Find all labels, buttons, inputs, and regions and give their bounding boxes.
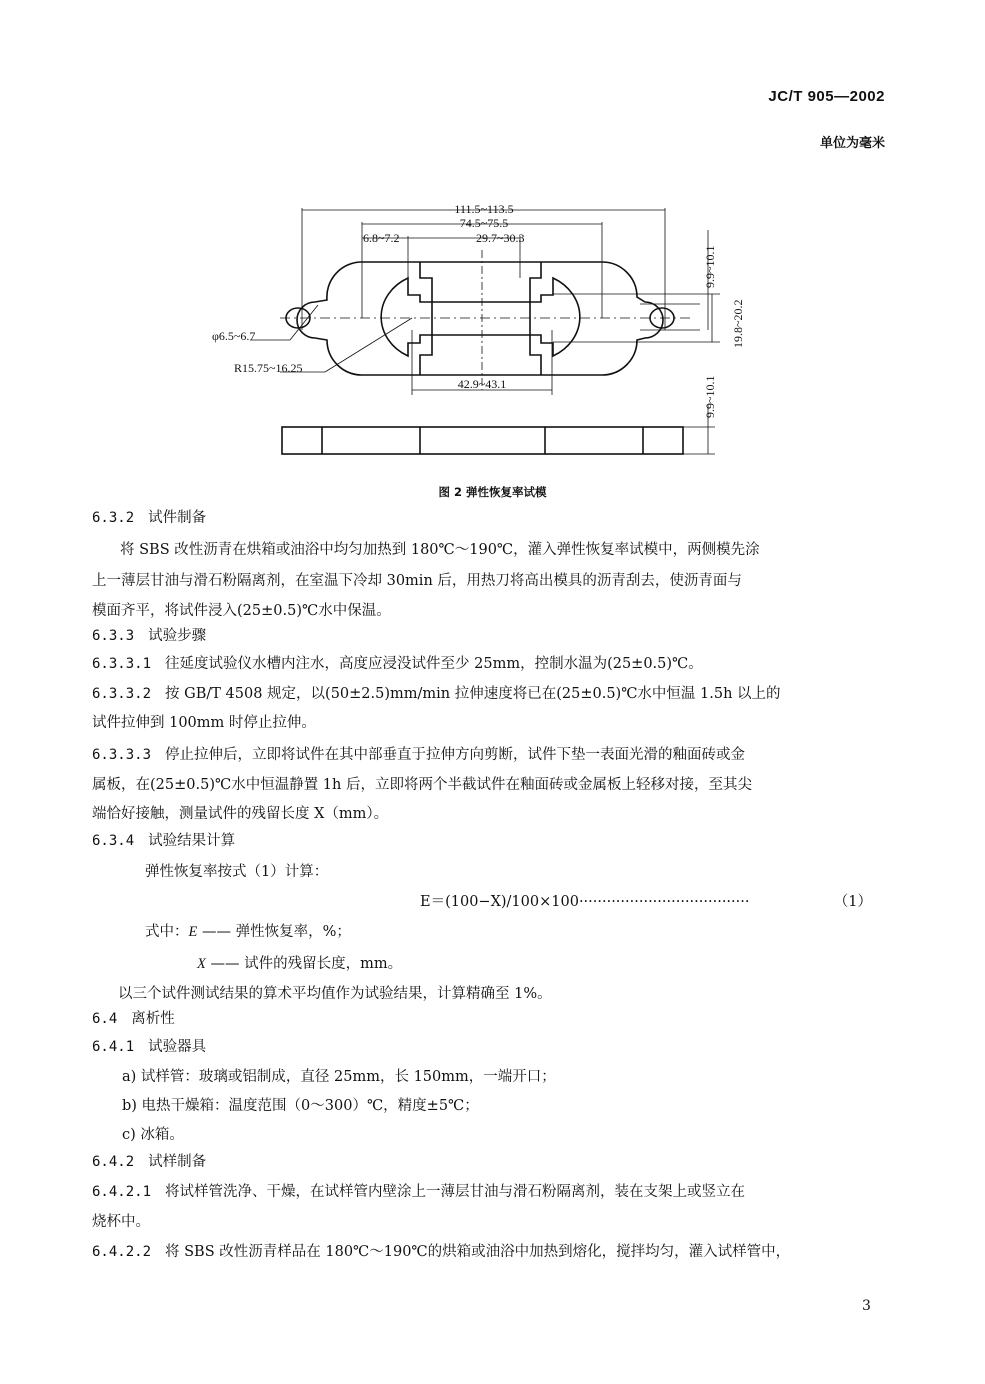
header-standard-code: JC/T 905—2002 bbox=[768, 88, 885, 105]
paragraph-line: 模面齐平，将试件浸入(25±0.5)℃水中保温。 bbox=[92, 603, 391, 619]
lower-block bbox=[420, 335, 541, 375]
dim-right-gap-height: 19.8~20.2 bbox=[731, 299, 745, 348]
dim-overall-length: 111.5~113.5 bbox=[454, 202, 514, 216]
clause-line: 6.3.3.2 按 GB/T 4508 规定，以(50±2.5)mm/min 拉伸速度将已在(25±0.5)℃水中恒温 1.5h 以上的 bbox=[92, 686, 781, 702]
cavity-right bbox=[530, 278, 580, 356]
dim-radius: R15.75~16.25 bbox=[234, 361, 303, 375]
section-heading: 6.4.2 试样制备 bbox=[92, 1154, 207, 1170]
clause-line: 6.3.3.3 停止拉伸后，立即将试件在其中部垂直于拉伸方向剪断，试件下垫一表面光滑的釉面砖或金 bbox=[92, 747, 746, 763]
formula-1: E＝(100−X)/100×100····································· bbox=[420, 894, 750, 910]
list-item: a) 试样管：玻璃或铝制成，直径 25mm，长 150mm，一端开口； bbox=[122, 1069, 556, 1085]
formula-var-e: 式中：E —— 弹性恢复率，%； bbox=[145, 924, 351, 940]
clause-line: 6.4.2.1 将试样管洗净、干燥，在试样管内壁涂上一薄层甘油与滑石粉隔离剂，装在支架上或竖立在 bbox=[92, 1184, 746, 1200]
section-heading: 6.3.4 试验结果计算 bbox=[92, 833, 236, 849]
mold-drawing-svg bbox=[0, 190, 985, 480]
paragraph-line: 以三个试件测试结果的算术平均值作为试验结果，计算精确至 1%。 bbox=[118, 986, 552, 1002]
section-heading: 6.4.1 试验器具 bbox=[92, 1039, 207, 1055]
clause-line: 6.3.3.1 往延度试验仪水槽内注水，高度应浸没试件至少 25mm，控制水温为(25±0.5)℃。 bbox=[92, 656, 703, 672]
list-item: b) 电热干燥箱：温度范围（0～300）℃，精度±5℃； bbox=[122, 1098, 479, 1114]
dim-cavity-length: 74.5~75.5 bbox=[459, 216, 509, 230]
paragraph-line: 将 SBS 改性沥青在烘箱或油浴中均匀加热到 180℃～190℃，灌入弹性恢复率试模中，两侧模先涂 bbox=[120, 542, 760, 558]
dim-step-width: 6.8~7.2 bbox=[363, 231, 400, 245]
clause-line: 6.4.2.2 将 SBS 改性沥青样品在 180℃～190℃的烘箱或油浴中加热到熔化，搅拌均匀，灌入试样管中， bbox=[92, 1244, 791, 1260]
dim-right-top-height: 9.9~10.1 bbox=[703, 245, 717, 288]
dim-thickness: 9.9~10.1 bbox=[703, 375, 717, 418]
side-view bbox=[282, 427, 683, 454]
upper-block bbox=[420, 262, 541, 302]
cavity-left bbox=[381, 278, 432, 356]
dim-hole-diameter: φ6.5~6.7 bbox=[212, 329, 256, 343]
paragraph-line: 端恰好接触，测量试件的残留长度 X（mm）。 bbox=[92, 806, 389, 822]
mold-outline bbox=[297, 262, 663, 375]
figure-caption: 图 2 弹性恢复率试模 bbox=[438, 485, 547, 499]
formula-var-x: X —— 试件的残留长度，mm。 bbox=[197, 956, 403, 972]
section-heading: 6.3.3 试验步骤 bbox=[92, 628, 207, 644]
paragraph-line: 烧杯中。 bbox=[92, 1214, 150, 1230]
section-heading: 6.4 离析性 bbox=[92, 1011, 175, 1027]
paragraph-line: 试件拉伸到 100mm 时停止拉伸。 bbox=[92, 715, 316, 731]
header-unit-note: 单位为毫米 bbox=[819, 136, 885, 151]
formula-number: （1） bbox=[833, 894, 872, 910]
dim-center-width: 29.7~30.3 bbox=[476, 231, 525, 245]
page-number: 3 bbox=[862, 1298, 871, 1314]
list-item: c) 冰箱。 bbox=[122, 1127, 184, 1143]
dim-bottom-width: 42.9~43.1 bbox=[457, 377, 507, 391]
paragraph-line: 弹性恢复率按式（1）计算： bbox=[145, 864, 329, 880]
section-heading: 6.3.2 试件制备 bbox=[92, 510, 207, 526]
paragraph-line: 上一薄层甘油与滑石粉隔离剂，在室温下冷却 30min 后，用热刀将高出模具的沥青刮去，使沥青面与 bbox=[92, 573, 742, 589]
mold-drawing bbox=[0, 190, 985, 480]
paragraph-line: 属板，在(25±0.5)℃水中恒温静置 1h 后，立即将两个半截试件在釉面砖或金属板上轻移对接，至其尖 bbox=[92, 777, 752, 793]
